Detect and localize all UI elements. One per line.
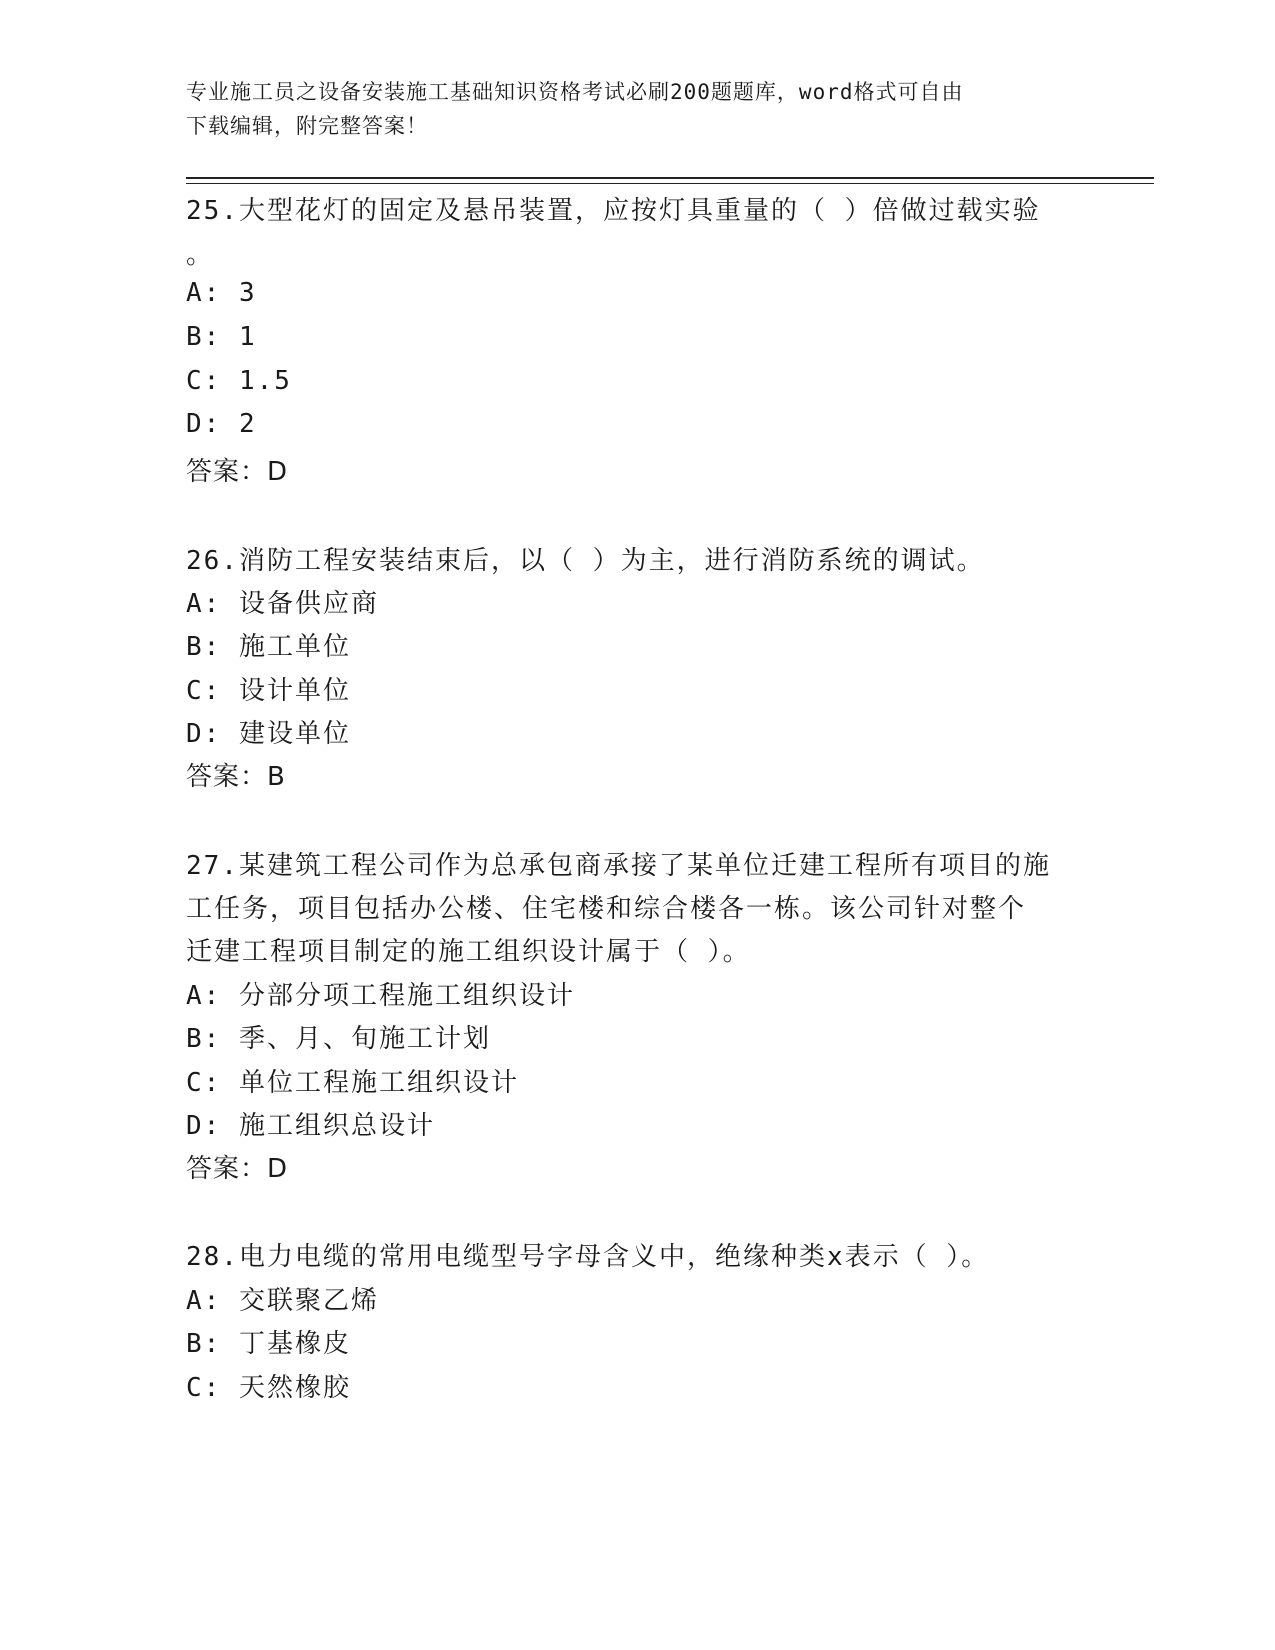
question-26-answer: 答案：B	[186, 762, 286, 792]
header-line-1: 专业施工员之设备安装施工基础知识资格考试必刷200题题库，word格式可自由	[186, 80, 964, 104]
question-25-answer: 答案：D	[186, 457, 289, 487]
question-26-option-c: C: 设计单位	[186, 676, 351, 706]
question-25-option-d: D: 2	[186, 409, 257, 439]
question-25-option-a: A: 3	[186, 278, 257, 308]
question-27-option-b: B: 季、月、旬施工计划	[186, 1024, 491, 1054]
document-header	[186, 75, 1086, 143]
question-28-option-a: A: 交联聚乙烯	[186, 1286, 379, 1316]
header-divider-thin	[186, 183, 1154, 184]
question-26-option-a: A: 设备供应商	[186, 589, 379, 619]
question-26-stem-line-1: 26.消防工程安装结束后，以（ ）为主，进行消防系统的调试。	[186, 546, 985, 576]
question-26-option-b: B: 施工单位	[186, 632, 351, 662]
question-27-option-d: D: 施工组织总设计	[186, 1111, 435, 1141]
question-27-stem-line-2: 工任务，项目包括办公楼、住宅楼和综合楼各一栋。该公司针对整个	[186, 894, 1027, 924]
header-line-2: 下载编辑，附完整答案！	[186, 114, 428, 138]
question-27-answer: 答案：D	[186, 1154, 289, 1184]
question-27-stem-line-3: 迁建工程项目制定的施工组织设计属于（ ）。	[186, 937, 751, 967]
question-27-option-c: C: 单位工程施工组织设计	[186, 1068, 519, 1098]
question-25-stem-line-1: 25.大型花灯的固定及悬吊装置，应按灯具重量的（ ）倍做过载实验	[186, 196, 1041, 226]
question-28-option-c: C: 天然橡胶	[186, 1373, 351, 1403]
question-28-stem-line-1: 28.电力电缆的常用电缆型号字母含义中，绝缘种类x表示（ ）。	[186, 1242, 990, 1272]
question-27-option-a: A: 分部分项工程施工组织设计	[186, 981, 575, 1011]
header-divider-thick	[186, 177, 1154, 179]
question-28-option-b: B: 丁基橡皮	[186, 1329, 351, 1359]
question-27-stem-line-1: 27.某建筑工程公司作为总承包商承接了某单位迁建工程所有项目的施	[186, 851, 1051, 881]
question-25-option-c: C: 1.5	[186, 366, 292, 396]
question-25-option-b: B: 1	[186, 322, 257, 352]
question-25-stem-line-2: 。	[186, 240, 215, 270]
question-26-option-d: D: 建设单位	[186, 719, 351, 749]
